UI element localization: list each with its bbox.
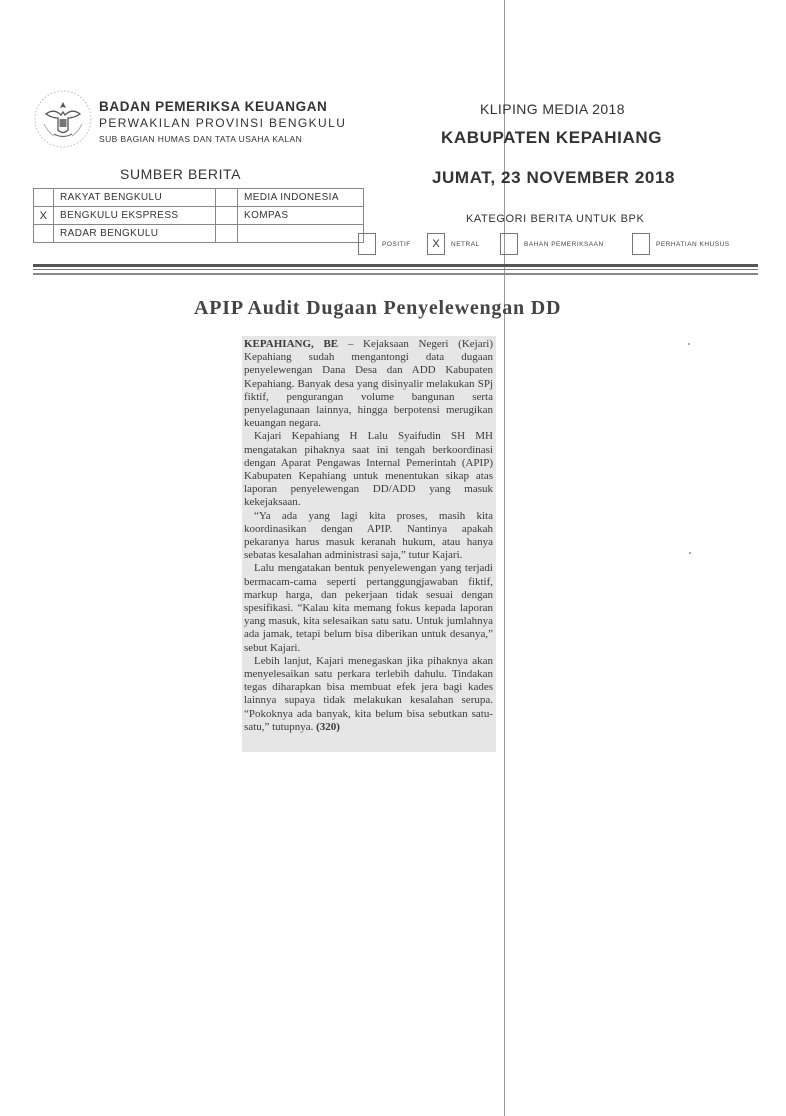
source-name: MEDIA INDONESIA: [238, 189, 364, 207]
source-name: KOMPAS: [238, 207, 364, 225]
source-checkbox[interactable]: [216, 189, 238, 207]
source-checkbox[interactable]: [216, 207, 238, 225]
source-name: RAKYAT BENGKULU: [54, 189, 216, 207]
source-checkbox[interactable]: X: [34, 207, 54, 225]
header-divider: [33, 269, 758, 270]
article-paragraph: [244, 655, 493, 734]
header-divider: [33, 273, 758, 275]
source-row: [34, 207, 364, 225]
article-code: (320): [316, 720, 340, 733]
article-dateline: KEPAHIANG, BE: [244, 338, 339, 350]
org-name: BADAN PEMERIKSA KEUANGAN: [99, 99, 328, 114]
org-subtitle: PERWAKILAN PROVINSI BENGKULU: [99, 116, 347, 130]
kliping-title: KLIPING MEDIA 2018: [480, 101, 625, 117]
source-row: [34, 225, 364, 243]
article-paragraph: Lalu mengatakan bentuk penyelewengan yang terjadi bermacam-cama seperti pertanggungjawaban fiktif, markup harga, dan pekerjaan tidak sesuai dengan spesifikasi. “Kalau kita memang fokus kepada laporan yang masuk, kita selesaikan satu satu. Untuk jumlahnya ada jamak, tetapi belum bisa diberikan untuk desanya,” sebut Kajari.: [244, 562, 493, 654]
source-title: SUMBER BERITA: [120, 166, 242, 182]
kabupaten-title: KABUPATEN KEPAHIANG: [441, 128, 663, 147]
category-bahan-pemeriksaan: [500, 233, 604, 255]
category-positif: [358, 233, 411, 255]
category-perhatian-khusus: [632, 233, 730, 255]
category-title: KATEGORI BERITA UNTUK BPK: [466, 213, 645, 225]
source-name: BENGKULU EKSPRESS: [54, 207, 216, 225]
article-paragraph: [244, 338, 493, 430]
org-block: [99, 99, 346, 147]
article-paragraph: “Ya ada yang lagi kita proses, masih kita koordinasikan dengan APIP. Nantinya apakah pekaranya harus masuk keranah hukum, atau hanya sebatas kesalahan administrasi saja,” tutur Kajari.: [244, 509, 493, 562]
source-checkbox[interactable]: [34, 189, 54, 207]
bpk-emblem-icon: [32, 88, 94, 150]
source-row: [34, 189, 364, 207]
header-divider: [33, 264, 758, 267]
org-unit: SUB BAGIAN HUMAS DAN TATA USAHA KALAN: [99, 134, 303, 144]
category-label: POSITIF: [382, 240, 411, 248]
clipping-date: JUMAT, 23 NOVEMBER 2018: [432, 168, 676, 187]
category-checkbox[interactable]: [632, 233, 650, 255]
source-checkbox[interactable]: [216, 225, 238, 243]
category-checkbox[interactable]: X: [427, 233, 445, 255]
category-label: PERHATIAN KHUSUS: [656, 240, 730, 248]
scan-speck: [688, 343, 690, 345]
source-name: [238, 225, 364, 243]
category-netral: [427, 233, 480, 255]
article-headline: APIP Audit Dugaan Penyelewengan DD: [194, 297, 562, 319]
source-checkbox[interactable]: [34, 225, 54, 243]
scan-speck: [689, 552, 691, 554]
article-text: Lebih lanjut, Kajari menegaskan jika pihaknya akan menyelesaikan satu perkara terlebih dahulu. Tindakan tegas diharapkan bisa membuat efek jera bagi kades lainnya supaya tidak melakukan kesalahan serupa. “Pokoknya ada banyak, kita belum bisa sebutkan satu-satu,” tutupnya.: [244, 654, 493, 733]
article-paragraph: Kajari Kepahiang H Lalu Syaifudin SH MH mengatakan pihaknya saat ini tengah berkoordinasi dengan Aparat Pengawas Internal Pemerintah (APIP) Kabupaten Kepahiang untuk menentukan sikap atas laporan penyelewengan DD/ADD yang masuk kekejaksaan.: [244, 430, 493, 509]
category-checkbox[interactable]: [500, 233, 518, 255]
source-table: [33, 188, 364, 243]
source-name: RADAR BENGKULU: [54, 225, 216, 243]
category-label: BAHAN PEMERIKSAAN: [524, 240, 604, 248]
category-label: NETRAL: [451, 240, 480, 248]
category-checkbox[interactable]: [358, 233, 376, 255]
article-text: – Kejaksaan Negeri (Kejari) Kepahiang sudah mengantongi data dugaan penyelewengan Dana Desa dan ADD Kabupaten Kepahiang. Banyak desa yang disinyalir melakukan SPj fiktif, pengurangan volume bangunan serta penyelagunaan lainnya, hingga berpotensi merugikan keuangan negara.: [244, 338, 493, 430]
article-clipping: [242, 336, 496, 752]
